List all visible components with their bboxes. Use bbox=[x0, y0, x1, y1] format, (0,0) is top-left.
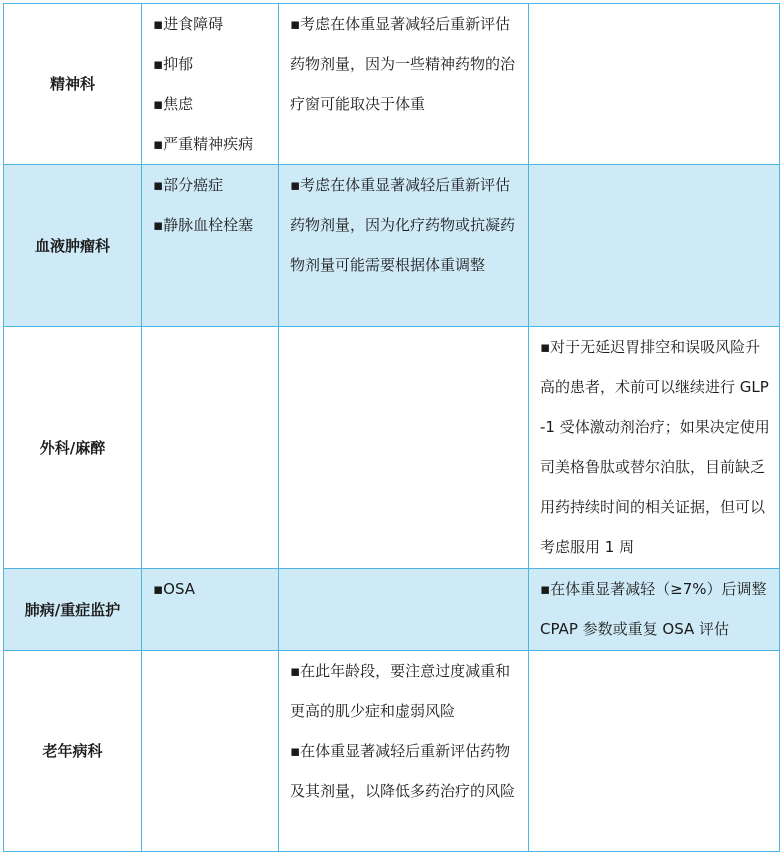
conditions-cell bbox=[142, 327, 279, 569]
consideration-item: ▪在此年龄段，要注意过度减重和更高的肌少症和虚弱风险 bbox=[290, 662, 511, 720]
considerations-cell bbox=[279, 569, 529, 651]
condition-item: ▪进食障碍 bbox=[153, 15, 224, 33]
note-item: ▪在体重显著减轻（≥7%）后调整 CPAP 参数或重复 OSA 评估 bbox=[540, 580, 767, 638]
department-cell: 肺病/重症监护 bbox=[4, 569, 142, 651]
notes-cell bbox=[529, 4, 780, 165]
considerations-cell bbox=[279, 651, 529, 852]
condition-item: ▪部分癌症 bbox=[153, 176, 224, 194]
department-cell: 老年病科 bbox=[4, 651, 142, 852]
notes-cell bbox=[529, 651, 780, 852]
table-row bbox=[4, 4, 780, 165]
consideration-item: ▪在体重显著减轻后重新评估药物及其剂量，以降低多药治疗的风险 bbox=[290, 742, 516, 800]
considerations-cell bbox=[279, 327, 529, 569]
department-cell: 血液肿瘤科 bbox=[4, 165, 142, 327]
department-cell: 外科/麻醉 bbox=[4, 327, 142, 569]
notes-cell bbox=[529, 569, 780, 651]
table-row bbox=[4, 569, 780, 651]
condition-item: ▪静脉血栓栓塞 bbox=[153, 216, 254, 234]
conditions-cell bbox=[142, 569, 279, 651]
condition-item: ▪OSA bbox=[153, 580, 196, 598]
condition-item: ▪抑郁 bbox=[153, 55, 194, 73]
notes-cell bbox=[529, 327, 780, 569]
table-row bbox=[4, 165, 780, 327]
table-row bbox=[4, 327, 780, 569]
condition-item: ▪严重精神疾病 bbox=[153, 135, 254, 153]
notes-cell bbox=[529, 165, 780, 327]
considerations-cell bbox=[279, 4, 529, 165]
table-row bbox=[4, 651, 780, 852]
department-cell: 精神科 bbox=[4, 4, 142, 165]
consideration-item: ▪考虑在体重显著减轻后重新评估药物剂量，因为一些精神药物的治疗窗可能取决于体重 bbox=[290, 15, 516, 113]
note-item: ▪对于无延迟胃排空和误吸风险升高的患者，术前可以继续进行 GLP-1 受体激动剂治疗；如果决定使用司美格鲁肽或替尔泊肽，目前缺乏用药持续时间的相关证据，但可以考虑服用 1 周 bbox=[540, 338, 770, 556]
conditions-cell bbox=[142, 165, 279, 327]
conditions-cell bbox=[142, 651, 279, 852]
consideration-item: ▪考虑在体重显著减轻后重新评估药物剂量，因为化疗药物或抗凝药物剂量可能需要根据体重调整 bbox=[290, 176, 516, 274]
considerations-cell bbox=[279, 165, 529, 327]
conditions-cell bbox=[142, 4, 279, 165]
condition-item: ▪焦虑 bbox=[153, 95, 194, 113]
specialty-table bbox=[3, 3, 780, 852]
